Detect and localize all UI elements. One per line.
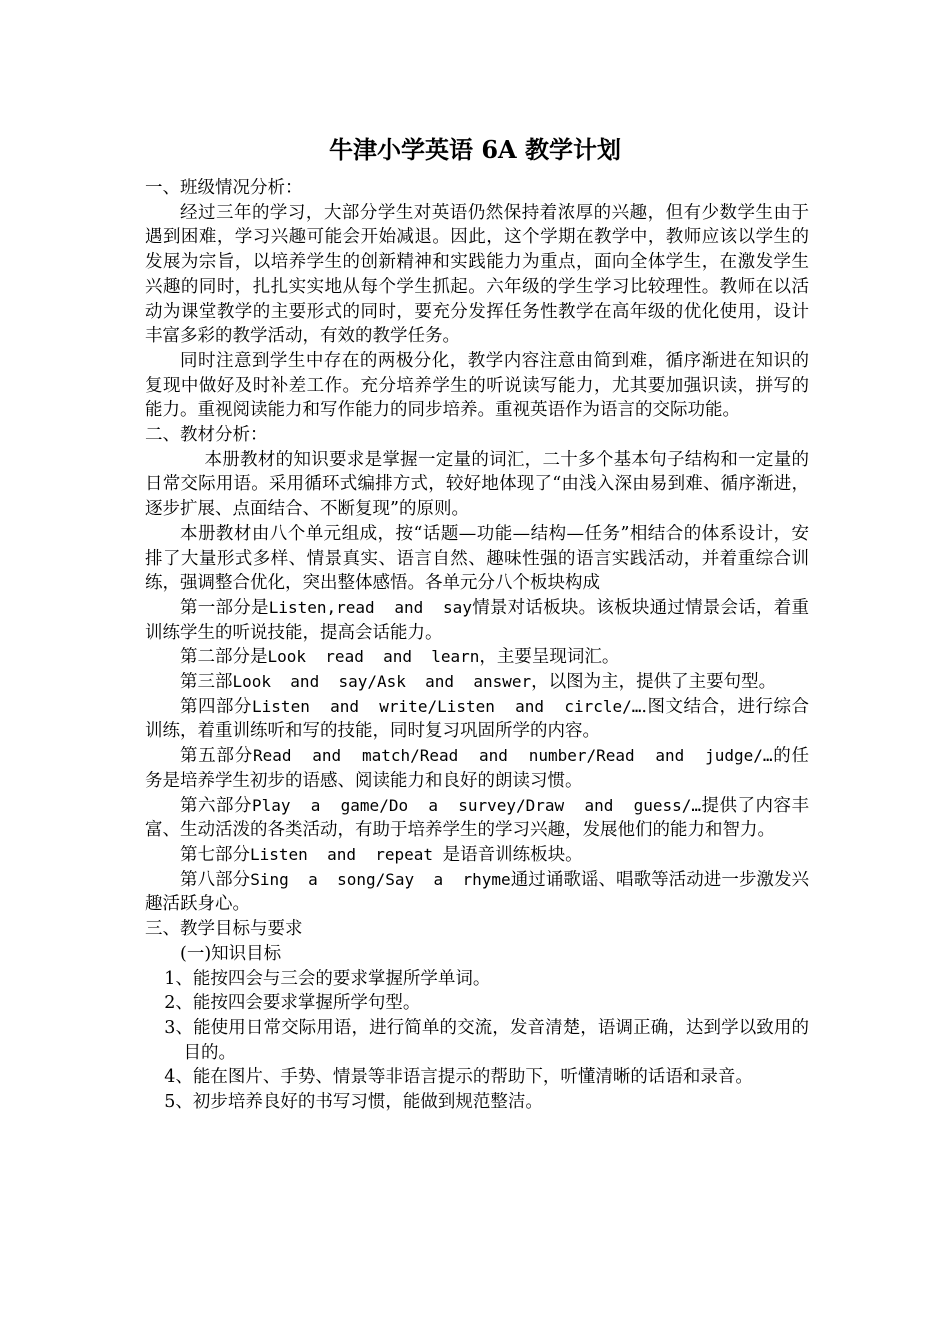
paragraph: 本册教材的知识要求是掌握一定量的词汇，二十多个基本句子结构和一定量的日常交际用语。采用循环式编排方式，较好地体现了“由浅入深由易到难、循序渐进，逐步扩展、点面结合、不断复现”的原则。: [145, 449, 809, 520]
part-paragraph: 第二部分是Look read and learn，主要呈现词汇。: [180, 647, 620, 668]
part-paragraph: 第八部分Sing a song/Say a rhyme通过诵歌谣、唱歌等活动进一步激发兴趣活跃身心。: [145, 869, 810, 915]
part-paragraph: 第七部分Listen and repeat 是语音训练板块。: [180, 844, 583, 865]
subsection-heading: (一)知识目标: [180, 943, 282, 964]
list-item: 5、初步培养良好的书写习惯，能做到规范整洁。: [164, 1092, 543, 1113]
part-paragraph: 第三部Look and say/Ask and answer，以图为主，提供了主要句型。: [180, 672, 777, 693]
list-item: 2、能按四会要求掌握所学句型。: [164, 993, 421, 1014]
section-heading-3: 三、教学目标与要求: [145, 919, 303, 940]
list-item: 1、能按四会与三会的要求掌握所学单词。: [164, 968, 491, 989]
part-paragraph: 第五部分Read and match/Read and number/Read and judge/…的任务是培养学生初步的语感、阅读能力和良好的朗读习惯。: [145, 746, 810, 791]
document-body: [145, 176, 809, 1115]
part-paragraph: 第四部分Listen and write/Listen and circle/….图文结合，进行综合训练，着重训练听和写的技能，同时复习巩固所学的内容。: [145, 696, 810, 742]
part-paragraph: 第六部分Play a game/Do a survey/Draw and guess/…提供了内容丰富、生动活泼的各类活动，有助于培养学生的学习兴趣，发展他们的能力和智力。: [145, 795, 810, 841]
paragraph: 同时注意到学生中存在的两极分化，教学内容注意由简到难，循序渐进在知识的复现中做好及时补差工作。充分培养学生的听说读写能力，尤其要加强识读，拼写的能力。重视阅读能力和写作能力的同步培养。重视英语作为语言的交际功能。: [145, 350, 809, 421]
paragraph: 经过三年的学习，大部分学生对英语仍然保持着浓厚的兴趣，但有少数学生由于遇到困难，学习兴趣可能会开始减退。因此，这个学期在教学中，教师应该以学生的发展为宗旨，以培养学生的创新精神和实践能力为重点，面向全体学生，在激发学生兴趣的同时，扎扎实实地从每个学生抓起。六年级的学生学习比较理性。教师在以活动为课堂教学的主要形式的同时，要充分发挥任务性教学在高年级的优化使用，设计丰富多彩的教学活动，有效的教学任务。: [145, 202, 809, 347]
section-heading-1: 一、班级情况分析：: [145, 178, 303, 198]
list-item: 3、能使用日常交际用语，进行简单的交流，发音清楚，语调正确，达到学以致用的目的。: [164, 1017, 809, 1063]
document-title: 牛津小学英语 6A 教学计划: [328, 135, 622, 164]
list-item: 4、能在图片、手势、情景等非语言提示的帮助下，听懂清晰的话语和录音。: [164, 1067, 753, 1088]
paragraph: 本册教材由八个单元组成，按“话题—功能—结构—任务”相结合的体系设计，安排了大量形式多样、情景真实、语言自然、趣味性强的语言实践活动，并着重综合训练，强调整合优化，突出整体感悟。各单元分八个板块构成: [145, 523, 809, 594]
section-heading-2: 二、教材分析：: [145, 425, 268, 446]
part-paragraph: 第一部分是Listen,read and say情景对话板块。该板块通过情景会话，着重训练学生的听说技能，提高会话能力。: [145, 597, 810, 643]
